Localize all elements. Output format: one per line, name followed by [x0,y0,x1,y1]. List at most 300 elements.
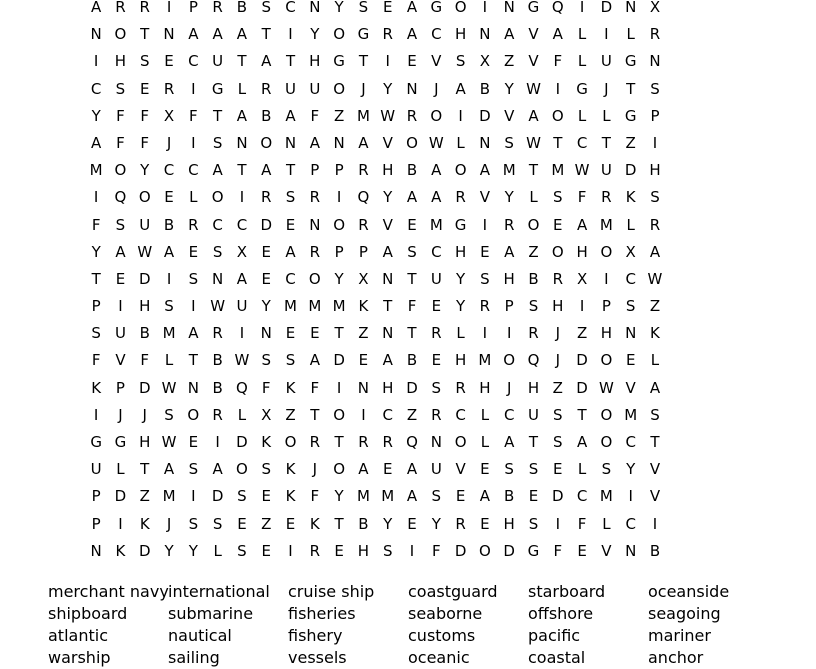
grid-cell[interactable]: T [601,133,611,152]
grid-cell[interactable]: Y [91,242,101,261]
grid-cell[interactable]: C [188,52,199,71]
grid-cell[interactable]: C [576,487,588,506]
grid-cell[interactable]: X [576,269,588,288]
grid-cell[interactable]: D [138,269,151,288]
grid-cell[interactable]: F [577,514,587,533]
grid-cell[interactable]: P [650,106,660,125]
grid-cell[interactable]: L [237,79,247,98]
grid-cell[interactable]: O [333,460,346,479]
grid-cell[interactable]: O [600,351,613,370]
grid-cell[interactable]: G [357,25,370,44]
grid-cell[interactable]: G [114,433,127,451]
grid-cell[interactable]: A [285,242,296,261]
grid-cell[interactable]: S [261,0,271,16]
grid-cell[interactable]: I [93,52,99,71]
grid-cell[interactable]: U [236,297,248,316]
grid-cell[interactable]: W [234,351,250,370]
grid-cell[interactable]: A [479,487,491,506]
grid-cell[interactable]: A [188,25,199,44]
grid-cell[interactable]: Q [114,188,127,207]
grid-cell[interactable]: K [358,297,369,316]
grid-cell[interactable]: O [600,242,613,261]
grid-cell[interactable]: S [431,487,442,506]
grid-cell[interactable]: A [188,324,199,343]
grid-cell[interactable]: H [454,25,467,44]
grid-cell[interactable]: I [239,188,245,207]
grid-cell[interactable]: U [309,79,321,98]
grid-cell[interactable]: L [626,25,635,44]
grid-cell[interactable]: R [358,161,369,180]
grid-cell[interactable]: R [479,297,491,316]
grid-cell[interactable]: A [406,188,418,207]
grid-cell[interactable]: A [115,242,126,261]
grid-cell[interactable]: F [577,188,587,207]
grid-cell[interactable]: S [528,514,539,533]
grid-cell[interactable]: A [406,487,418,506]
grid-cell[interactable]: S [237,487,247,506]
grid-cell[interactable]: O [333,79,346,98]
grid-cell[interactable]: E [480,460,490,479]
grid-cell[interactable]: T [528,433,539,451]
grid-cell[interactable]: F [116,106,125,125]
grid-cell[interactable]: Z [358,324,369,343]
grid-cell[interactable]: G [454,215,467,234]
grid-cell[interactable]: I [628,487,633,506]
grid-cell[interactable]: G [527,541,540,560]
grid-cell[interactable]: M [551,161,565,180]
grid-cell[interactable]: B [163,215,175,234]
grid-cell[interactable]: R [188,215,199,234]
grid-cell[interactable]: K [261,433,272,451]
grid-cell[interactable]: O [333,25,346,44]
grid-cell[interactable]: C [285,0,296,16]
grid-cell[interactable]: E [382,460,393,479]
grid-cell[interactable]: B [406,351,418,370]
grid-cell[interactable]: P [358,242,368,261]
grid-cell[interactable]: Y [456,269,466,288]
grid-cell[interactable]: F [431,541,441,560]
grid-cell[interactable]: H [139,297,151,316]
grid-cell[interactable]: U [285,79,297,98]
grid-cell[interactable]: F [91,215,101,234]
grid-cell[interactable]: N [236,133,248,152]
grid-cell[interactable]: O [284,433,297,451]
grid-cell[interactable]: A [406,25,418,44]
grid-cell[interactable]: D [260,215,272,234]
grid-cell[interactable]: S [504,460,514,479]
grid-cell[interactable]: R [261,79,272,98]
grid-cell[interactable]: T [237,161,247,180]
grid-cell[interactable]: R [601,188,612,207]
grid-cell[interactable]: C [90,79,102,98]
grid-cell[interactable]: N [309,215,321,234]
grid-cell[interactable]: U [528,405,539,424]
grid-cell[interactable]: F [140,351,150,370]
grid-cell[interactable]: T [407,324,417,343]
grid-cell[interactable]: R [309,188,321,207]
grid-cell[interactable]: R [309,541,321,560]
grid-cell[interactable]: E [431,297,442,316]
grid-cell[interactable]: M [284,297,297,316]
grid-cell[interactable]: R [503,215,515,234]
grid-cell[interactable]: A [309,351,320,370]
grid-cell[interactable]: D [236,433,248,451]
grid-cell[interactable]: F [407,297,417,316]
grid-cell[interactable]: S [164,405,174,424]
grid-cell[interactable]: U [139,215,151,234]
grid-cell[interactable]: F [310,106,320,125]
grid-cell[interactable]: E [553,460,563,479]
grid-cell[interactable]: Z [649,297,661,316]
grid-cell[interactable]: L [577,25,587,44]
grid-cell[interactable]: L [456,324,465,343]
grid-cell[interactable]: M [478,351,492,370]
grid-cell[interactable]: U [114,324,126,343]
grid-cell[interactable]: E [285,324,296,343]
grid-cell[interactable]: H [576,242,588,261]
grid-cell[interactable]: R [358,433,369,451]
grid-cell[interactable]: V [649,460,661,479]
grid-cell[interactable]: I [215,433,220,451]
grid-cell[interactable]: S [650,79,660,98]
grid-cell[interactable]: C [212,215,223,234]
grid-cell[interactable]: S [285,188,296,207]
grid-cell[interactable]: A [504,242,515,261]
grid-cell[interactable]: L [577,460,587,479]
grid-cell[interactable]: Z [552,378,563,397]
grid-cell[interactable]: F [310,378,320,397]
grid-cell[interactable]: S [212,514,223,533]
grid-cell[interactable]: I [288,541,293,560]
grid-cell[interactable]: E [188,242,199,261]
grid-cell[interactable]: I [336,378,342,397]
grid-cell[interactable]: N [382,269,394,288]
grid-cell[interactable]: L [189,188,198,207]
grid-cell[interactable]: E [480,514,490,533]
grid-cell[interactable]: A [576,215,588,234]
grid-cell[interactable]: M [89,161,103,180]
grid-cell[interactable]: D [138,541,151,560]
grid-cell[interactable]: E [407,514,417,533]
grid-cell[interactable]: I [93,188,99,207]
grid-cell[interactable]: H [503,269,515,288]
grid-cell[interactable]: F [553,541,563,560]
grid-cell[interactable]: D [624,161,637,180]
grid-cell[interactable]: S [650,188,660,207]
grid-cell[interactable]: Q [406,433,418,451]
grid-cell[interactable]: T [237,52,247,71]
grid-cell[interactable]: N [260,324,272,343]
grid-cell[interactable]: E [285,514,296,533]
grid-cell[interactable]: O [478,541,491,560]
grid-cell[interactable]: R [163,79,175,98]
grid-cell[interactable]: A [576,433,588,451]
grid-cell[interactable]: W [598,378,614,397]
grid-cell[interactable]: U [600,52,612,71]
grid-cell[interactable]: Y [334,487,344,506]
grid-cell[interactable]: I [482,324,488,343]
grid-cell[interactable]: E [188,433,199,451]
grid-cell[interactable]: H [309,52,321,71]
grid-cell[interactable]: V [479,188,491,207]
grid-cell[interactable]: P [91,487,101,506]
grid-cell[interactable]: K [91,378,102,397]
grid-cell[interactable]: O [187,405,200,424]
grid-cell[interactable]: R [431,405,442,424]
grid-cell[interactable]: T [383,297,393,316]
grid-cell[interactable]: T [261,25,271,44]
grid-cell[interactable]: S [261,460,271,479]
grid-cell[interactable]: X [625,242,636,261]
grid-cell[interactable]: Y [383,79,393,98]
grid-cell[interactable]: W [161,433,177,451]
grid-cell[interactable]: E [480,242,490,261]
grid-cell[interactable]: O [503,351,516,370]
grid-cell[interactable]: E [261,242,271,261]
grid-cell[interactable]: Y [504,79,514,98]
grid-cell[interactable]: G [90,433,102,451]
grid-cell[interactable]: N [625,541,637,560]
grid-cell[interactable]: Z [139,487,150,506]
grid-cell[interactable]: E [115,269,126,288]
grid-cell[interactable]: Y [383,188,393,207]
grid-cell[interactable]: O [527,215,540,234]
grid-cell[interactable]: O [114,25,127,44]
grid-cell[interactable]: H [479,378,491,397]
grid-cell[interactable]: S [504,133,514,152]
grid-cell[interactable]: S [553,405,563,424]
grid-cell[interactable]: E [577,541,587,560]
grid-cell[interactable]: A [382,242,393,261]
grid-cell[interactable]: U [600,161,612,180]
grid-cell[interactable]: P [91,514,101,533]
grid-cell[interactable]: R [358,215,369,234]
grid-cell[interactable]: G [624,52,637,71]
grid-cell[interactable]: T [650,433,660,451]
grid-cell[interactable]: A [261,52,272,71]
grid-cell[interactable]: I [191,79,196,98]
grid-cell[interactable]: T [553,133,563,152]
grid-cell[interactable]: W [380,106,396,125]
grid-cell[interactable]: V [504,106,515,125]
grid-cell[interactable]: R [212,405,223,424]
grid-cell[interactable]: E [140,79,150,98]
grid-cell[interactable]: E [358,351,369,370]
grid-cell[interactable]: A [649,242,661,261]
grid-cell[interactable]: K [285,460,296,479]
grid-cell[interactable]: R [528,324,539,343]
grid-cell[interactable]: M [332,297,346,316]
grid-cell[interactable]: M [308,297,322,316]
grid-cell[interactable]: C [431,25,442,44]
grid-cell[interactable]: P [334,242,344,261]
grid-cell[interactable]: P [188,0,198,16]
grid-cell[interactable]: K [285,487,296,506]
grid-cell[interactable]: J [361,79,366,98]
grid-cell[interactable]: I [166,0,172,16]
grid-cell[interactable]: C [285,269,296,288]
grid-cell[interactable]: R [309,433,321,451]
grid-cell[interactable]: W [137,242,153,261]
grid-cell[interactable]: T [213,106,223,125]
grid-cell[interactable]: I [604,269,609,288]
grid-cell[interactable]: L [237,405,247,424]
grid-cell[interactable]: Z [625,133,636,152]
grid-cell[interactable]: A [649,378,661,397]
grid-cell[interactable]: T [285,52,296,71]
grid-cell[interactable]: J [166,133,172,152]
grid-cell[interactable]: N [163,25,175,44]
grid-cell[interactable]: S [601,460,612,479]
grid-cell[interactable]: S [115,79,126,98]
grid-cell[interactable]: Z [406,405,418,424]
grid-cell[interactable]: L [164,351,174,370]
grid-cell[interactable]: N [309,0,321,16]
grid-cell[interactable]: T [140,460,150,479]
grid-cell[interactable]: T [407,269,417,288]
grid-cell[interactable]: N [430,433,442,451]
grid-cell[interactable]: F [553,52,563,71]
grid-cell[interactable]: O [600,405,613,424]
grid-cell[interactable]: S [650,405,660,424]
grid-cell[interactable]: J [142,405,147,424]
grid-cell[interactable]: A [431,161,442,180]
grid-cell[interactable]: I [191,297,196,316]
grid-cell[interactable]: O [430,106,443,125]
grid-cell[interactable]: I [191,487,196,506]
grid-cell[interactable]: H [357,541,370,560]
grid-cell[interactable]: Y [431,514,441,533]
grid-cell[interactable]: R [261,188,272,207]
grid-cell[interactable]: B [212,351,223,370]
grid-cell[interactable]: S [212,133,223,152]
grid-cell[interactable]: V [431,52,442,71]
grid-cell[interactable]: V [601,541,612,560]
grid-cell[interactable]: I [118,514,123,533]
grid-cell[interactable]: A [236,25,248,44]
grid-cell[interactable]: R [406,106,418,125]
grid-cell[interactable]: F [116,133,125,152]
grid-cell[interactable]: I [652,514,658,533]
grid-cell[interactable]: P [334,161,344,180]
grid-cell[interactable]: D [454,541,467,560]
grid-cell[interactable]: R [115,0,126,16]
grid-cell[interactable]: F [140,106,150,125]
grid-cell[interactable]: E [261,487,271,506]
grid-cell[interactable]: H [114,52,127,71]
grid-cell[interactable]: R [382,433,393,451]
grid-cell[interactable]: S [480,269,490,288]
grid-cell[interactable]: K [115,541,126,560]
grid-cell[interactable]: G [430,0,443,16]
grid-cell[interactable]: A [91,0,102,16]
grid-cell[interactable]: L [213,541,222,560]
grid-cell[interactable]: U [430,269,442,288]
grid-cell[interactable]: U [90,460,102,479]
grid-cell[interactable]: Q [551,0,564,16]
grid-cell[interactable]: A [528,106,539,125]
grid-cell[interactable]: E [237,514,247,533]
grid-cell[interactable]: O [454,433,467,451]
grid-cell[interactable]: I [288,25,293,44]
grid-cell[interactable]: I [579,0,585,16]
grid-cell[interactable]: T [91,269,101,288]
grid-cell[interactable]: W [647,269,663,288]
grid-cell[interactable]: X [649,0,661,16]
grid-cell[interactable]: D [333,351,345,370]
grid-cell[interactable]: G [576,79,588,98]
grid-cell[interactable]: V [382,133,393,152]
grid-cell[interactable]: A [91,133,102,152]
grid-cell[interactable]: R [431,324,442,343]
grid-cell[interactable]: C [625,269,636,288]
grid-cell[interactable]: H [649,161,661,180]
grid-cell[interactable]: O [114,161,127,180]
grid-cell[interactable]: T [334,324,344,343]
grid-cell[interactable]: A [382,351,393,370]
grid-cell[interactable]: E [310,324,320,343]
grid-cell[interactable]: D [138,378,151,397]
grid-cell[interactable]: H [527,378,540,397]
grid-cell[interactable]: Z [261,514,272,533]
grid-cell[interactable]: N [479,25,491,44]
grid-cell[interactable]: B [261,106,272,125]
grid-cell[interactable]: I [361,405,366,424]
grid-cell[interactable]: L [480,433,490,451]
grid-cell[interactable]: T [334,433,344,451]
grid-cell[interactable]: J [506,378,512,397]
grid-cell[interactable]: I [118,297,123,316]
grid-cell[interactable]: S [188,269,199,288]
grid-cell[interactable]: L [529,188,538,207]
grid-cell[interactable]: R [455,378,466,397]
grid-cell[interactable]: I [458,106,463,125]
grid-cell[interactable]: C [163,161,175,180]
grid-cell[interactable]: A [212,25,223,44]
grid-cell[interactable]: B [212,378,223,397]
grid-cell[interactable]: A [431,188,442,207]
grid-cell[interactable]: G [333,52,345,71]
grid-cell[interactable]: N [406,79,418,98]
grid-cell[interactable]: X [479,52,491,71]
grid-cell[interactable]: E [382,0,393,16]
grid-cell[interactable]: L [602,514,611,533]
grid-cell[interactable]: I [506,324,512,343]
grid-cell[interactable]: B [504,487,515,506]
grid-cell[interactable]: P [310,161,320,180]
grid-cell[interactable]: M [502,161,516,180]
grid-cell[interactable]: L [456,133,465,152]
grid-cell[interactable]: A [479,161,491,180]
grid-cell[interactable]: R [212,0,223,16]
grid-cell[interactable]: J [312,460,318,479]
grid-cell[interactable]: M [624,405,638,424]
grid-cell[interactable]: T [577,405,587,424]
grid-cell[interactable]: C [431,242,442,261]
grid-cell[interactable]: D [552,487,564,506]
grid-cell[interactable]: V [382,215,393,234]
grid-cell[interactable]: S [528,297,539,316]
grid-cell[interactable]: M [381,487,395,506]
grid-cell[interactable]: M [162,324,176,343]
grid-cell[interactable]: R [649,25,661,44]
grid-cell[interactable]: N [625,324,637,343]
grid-cell[interactable]: E [625,351,636,370]
grid-cell[interactable]: R [649,215,661,234]
grid-cell[interactable]: A [504,25,515,44]
grid-cell[interactable]: Y [334,0,344,16]
grid-cell[interactable]: O [138,188,151,207]
